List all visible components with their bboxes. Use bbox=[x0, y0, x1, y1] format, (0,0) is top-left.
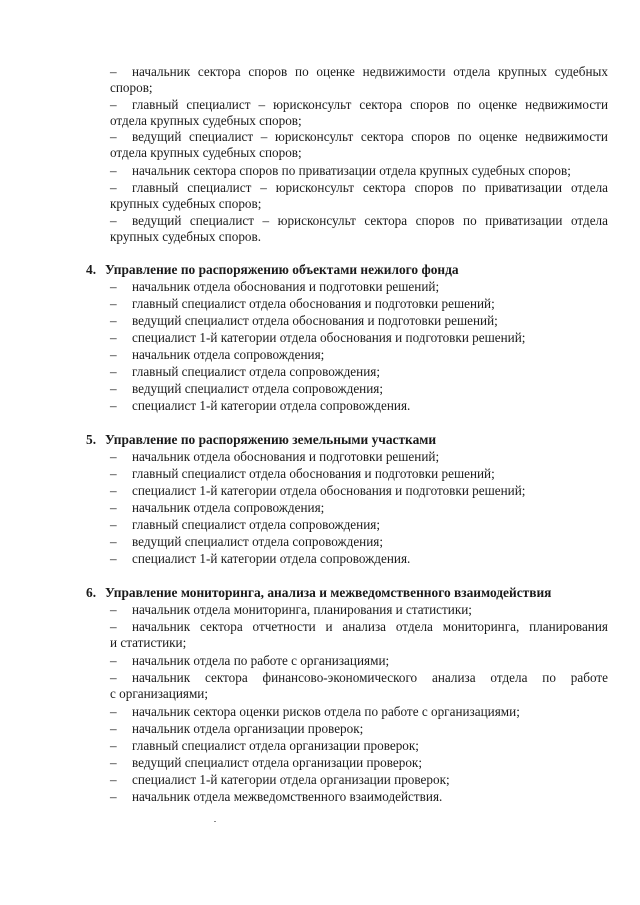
list-item-continuation: с организациями; bbox=[110, 686, 209, 701]
document-page: – начальник сектора споров по оценке недвижимости отдела крупных судебных споров; – главный специалист – юрисконсульт сектора споров по оценке недвижимости отдела крупных судебных споров; – ведущий специалист – юрисконсульт сектора споров по оценке недвижимости отдела крупных судебных споров; – начальник сектора споров по приватизации отдела крупных судебных споров; – главный специалист – юрисконсульт сектора споров по приватизации отдела крупных судебных споров; – ведущий специалист – юрисконсульт сектора споров по приватизации отдела крупных судебных споров. 4. Управление по распоряжению объектами нежилого фонда – начальник отдела обоснования и подготовки решений; – главный специалист отдела обоснования и подготовки решений; – ведущий специалист отдела обоснования и подготовки решений; – специалист 1-й категории отдела обоснования и подготовки решений; – начальник отдела сопровождения; – главный специалист отдела сопровождения; – ведущий специалист отдела сопровождения; – специалист 1-й категории отдела сопровождения. 5. Управление по распоряжению земельными участками – начальник отдела обоснования и подготовки решений; – главный специалист отдела обоснования и подготовки решений; – специалист 1-й категории отдела обоснования и подготовки решений; – начальник отдела сопровождения; – главный специалист отдела сопровождения; – ведущий специалист отдела сопровождения; – специалист 1-й категории отдела сопровождения. 6. Управление мониторинга, анализа и межведомственного взаимодействия – начальник отдела мониторинга, планирования и статистики; – начальник сектора отчетности и анализа отдела мониторинга, планирования и статистики; – начальник отдела по работе с организациями; – начальник сектора финансово-экономического анализа отдела по работе с организациями; – начальник сектора оценки рисков отдела по работе с организациями; – начальник отдела организации проверок; – главный специалист отдела организации проверок; – ведущий специалист отдела организации проверок; – специалист 1-й категории отдела организации проверок; – начальник отдела межведомственного взаимодействия. bbox=[0, 0, 640, 905]
section-heading: 6. Управление мониторинга, анализа и межведомственного взаимодействия bbox=[86, 585, 552, 600]
list-item-continuation: крупных судебных споров. bbox=[110, 229, 262, 244]
list-item-continuation: отдела крупных судебных споров; bbox=[110, 145, 302, 160]
list-item-continuation: крупных судебных споров; bbox=[110, 196, 262, 211]
list-item-continuation: споров; bbox=[110, 80, 153, 95]
section-heading: 4. Управление по распоряжению объектами нежилого фонда bbox=[86, 262, 459, 277]
list-item-continuation: и статистики; bbox=[110, 635, 187, 650]
scan-speck bbox=[214, 821, 216, 822]
list-item-continuation: отдела крупных судебных споров; bbox=[110, 113, 302, 128]
section-heading: 5. Управление по распоряжению земельными участками bbox=[86, 432, 437, 447]
